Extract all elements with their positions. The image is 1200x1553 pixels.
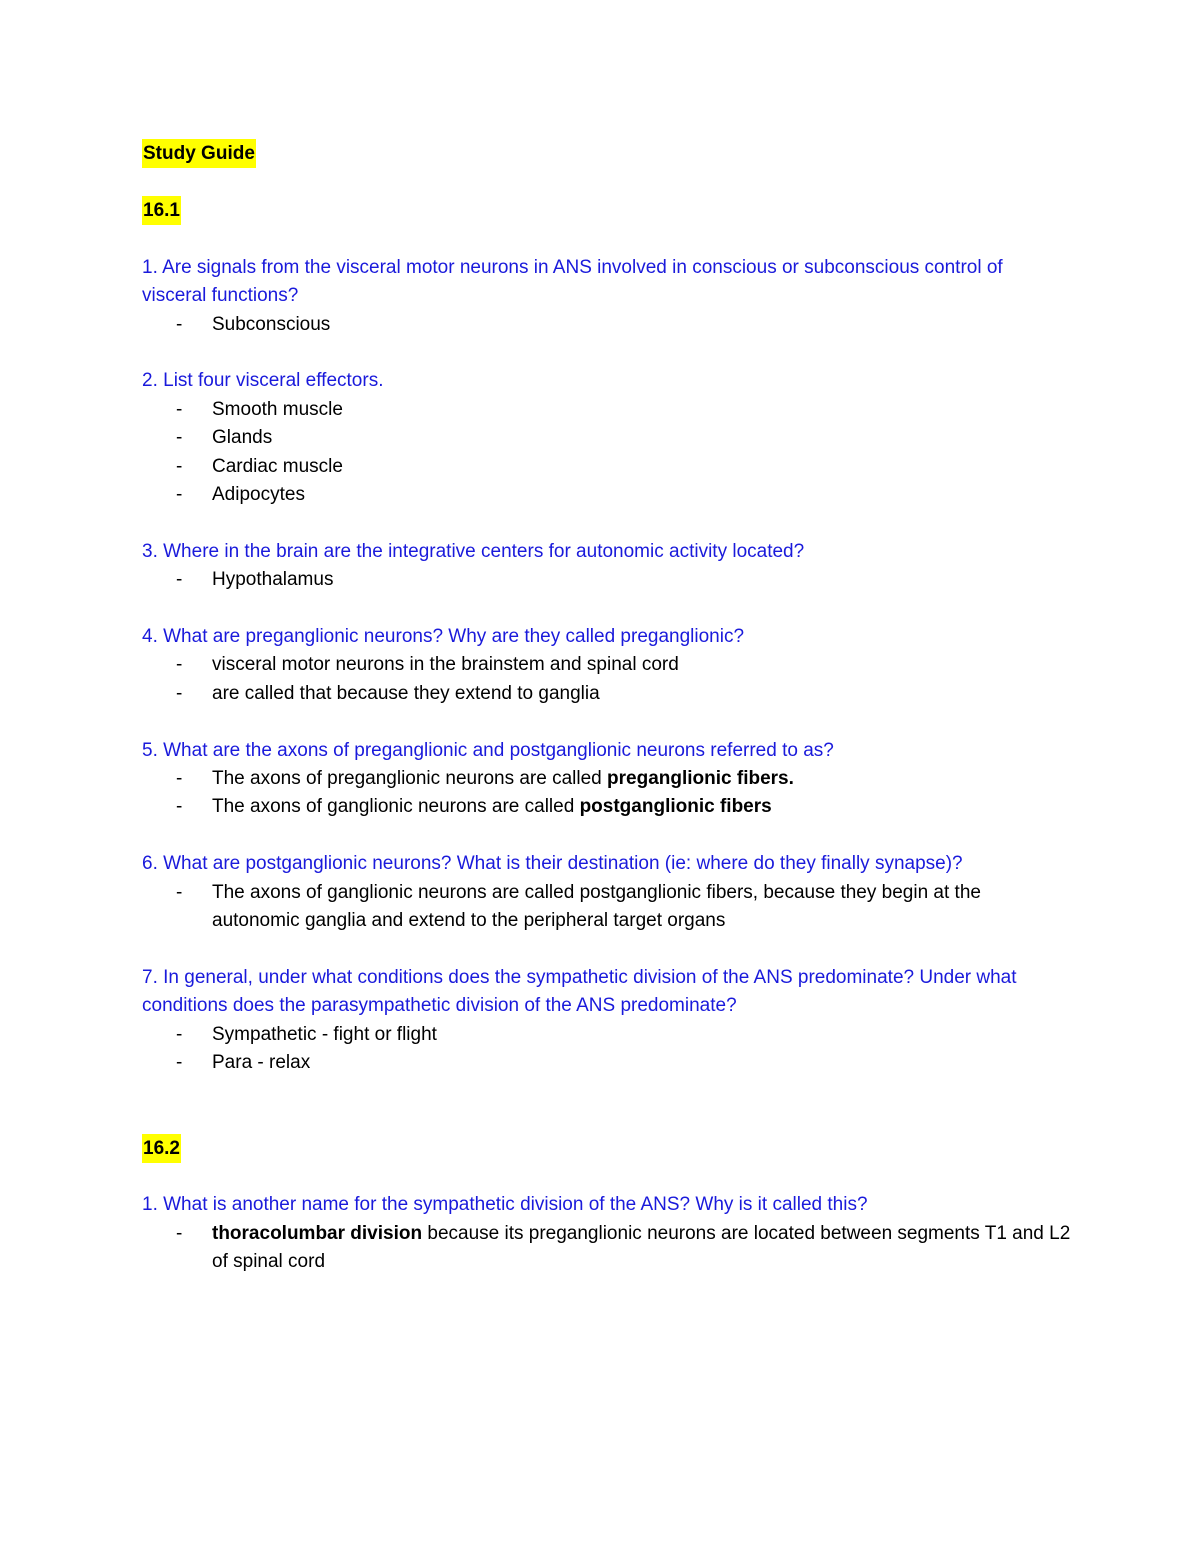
question-text: 4. What are preganglionic neurons? Why are they called preganglionic? — [142, 626, 745, 648]
bullet-dash: - — [176, 398, 183, 420]
question-block — [142, 538, 1072, 595]
question-text: 5. What are the axons of preganglionic and postganglionic neurons referred to as? — [142, 739, 834, 761]
answer-item: - Adipocytes — [142, 481, 1072, 509]
question-text: 2. List four visceral effectors. — [142, 370, 384, 392]
bullet-dash: - — [176, 1222, 183, 1244]
answer-list — [142, 765, 1072, 822]
document-title: Study Guide — [142, 139, 256, 168]
bullet-dash: - — [176, 881, 183, 903]
question-block — [142, 623, 1072, 708]
question-text: 1. What is another name for the sympathetic division of the ANS? Why is it called this? — [142, 1194, 868, 1216]
question-text: 1. Are signals from the visceral motor neurons in ANS involved in conscious or subconscious control of visceral functions? — [142, 256, 1003, 307]
answer-item: - Cardiac muscle — [142, 453, 1072, 481]
document-body — [142, 139, 1072, 1305]
bullet-dash: - — [176, 682, 183, 704]
question-text: 6. What are postganglionic neurons? What is their destination (ie: where do they finally synapse)? — [142, 853, 963, 875]
answer-item: - The axons of ganglionic neurons are called postganglionic fibers — [142, 793, 1072, 821]
bullet-dash: - — [176, 427, 183, 449]
answer-item: - The axons of preganglionic neurons are called preganglionic fibers. — [142, 765, 1072, 793]
answer-item: - visceral motor neurons in the brainstem and spinal cord — [142, 651, 1072, 679]
bullet-dash: - — [176, 796, 183, 818]
answer-item: - thoracolumbar division because its preganglionic neurons are located between segments T1 and L2 of spinal cord — [142, 1220, 1072, 1277]
bold-term: preganglionic fibers. — [607, 768, 794, 790]
answer-item: - Hypothalamus — [142, 566, 1072, 594]
bullet-dash: - — [176, 484, 183, 506]
question-block — [142, 964, 1072, 1078]
question-text: 7. In general, under what conditions does the sympathetic division of the ANS predominate? Under what conditions does the parasympathetic division of the ANS predominate? — [142, 966, 1017, 1017]
answer-list — [142, 566, 1072, 594]
bullet-dash: - — [176, 1052, 183, 1074]
bullet-dash: - — [176, 313, 183, 335]
answer-item: - Subconscious — [142, 311, 1072, 339]
bullet-dash: - — [176, 654, 183, 676]
answer-item: - Sympathetic - fight or flight — [142, 1021, 1072, 1049]
answer-item: - Glands — [142, 424, 1072, 452]
answer-list — [142, 311, 1072, 339]
answer-item: - The axons of ganglionic neurons are called postganglionic fibers, because they begin at the autonomic ganglia and extend to the peripheral target organs — [142, 879, 1072, 936]
bullet-dash: - — [176, 768, 183, 790]
answer-list — [142, 651, 1072, 708]
question-block — [142, 1191, 1072, 1276]
bold-term: postganglionic fibers — [579, 796, 772, 818]
answer-item: - are called that because they extend to ganglia — [142, 680, 1072, 708]
bullet-dash: - — [176, 455, 183, 477]
question-block — [142, 737, 1072, 822]
answer-item: - Smooth muscle — [142, 396, 1072, 424]
answer-list — [142, 879, 1072, 936]
bullet-dash: - — [176, 1023, 183, 1045]
bullet-dash: - — [176, 569, 183, 591]
answer-list — [142, 1220, 1072, 1277]
question-block — [142, 850, 1072, 935]
question-block — [142, 367, 1072, 509]
question-text: 3. Where in the brain are the integrative centers for autonomic activity located? — [142, 540, 805, 562]
answer-list — [142, 396, 1072, 510]
answer-item: - Para - relax — [142, 1049, 1072, 1077]
answer-list — [142, 1021, 1072, 1078]
bold-term: thoracolumbar division — [212, 1222, 423, 1244]
section-heading: 16.2 — [142, 1134, 181, 1163]
question-block — [142, 254, 1072, 339]
section-heading: 16.1 — [142, 196, 181, 225]
